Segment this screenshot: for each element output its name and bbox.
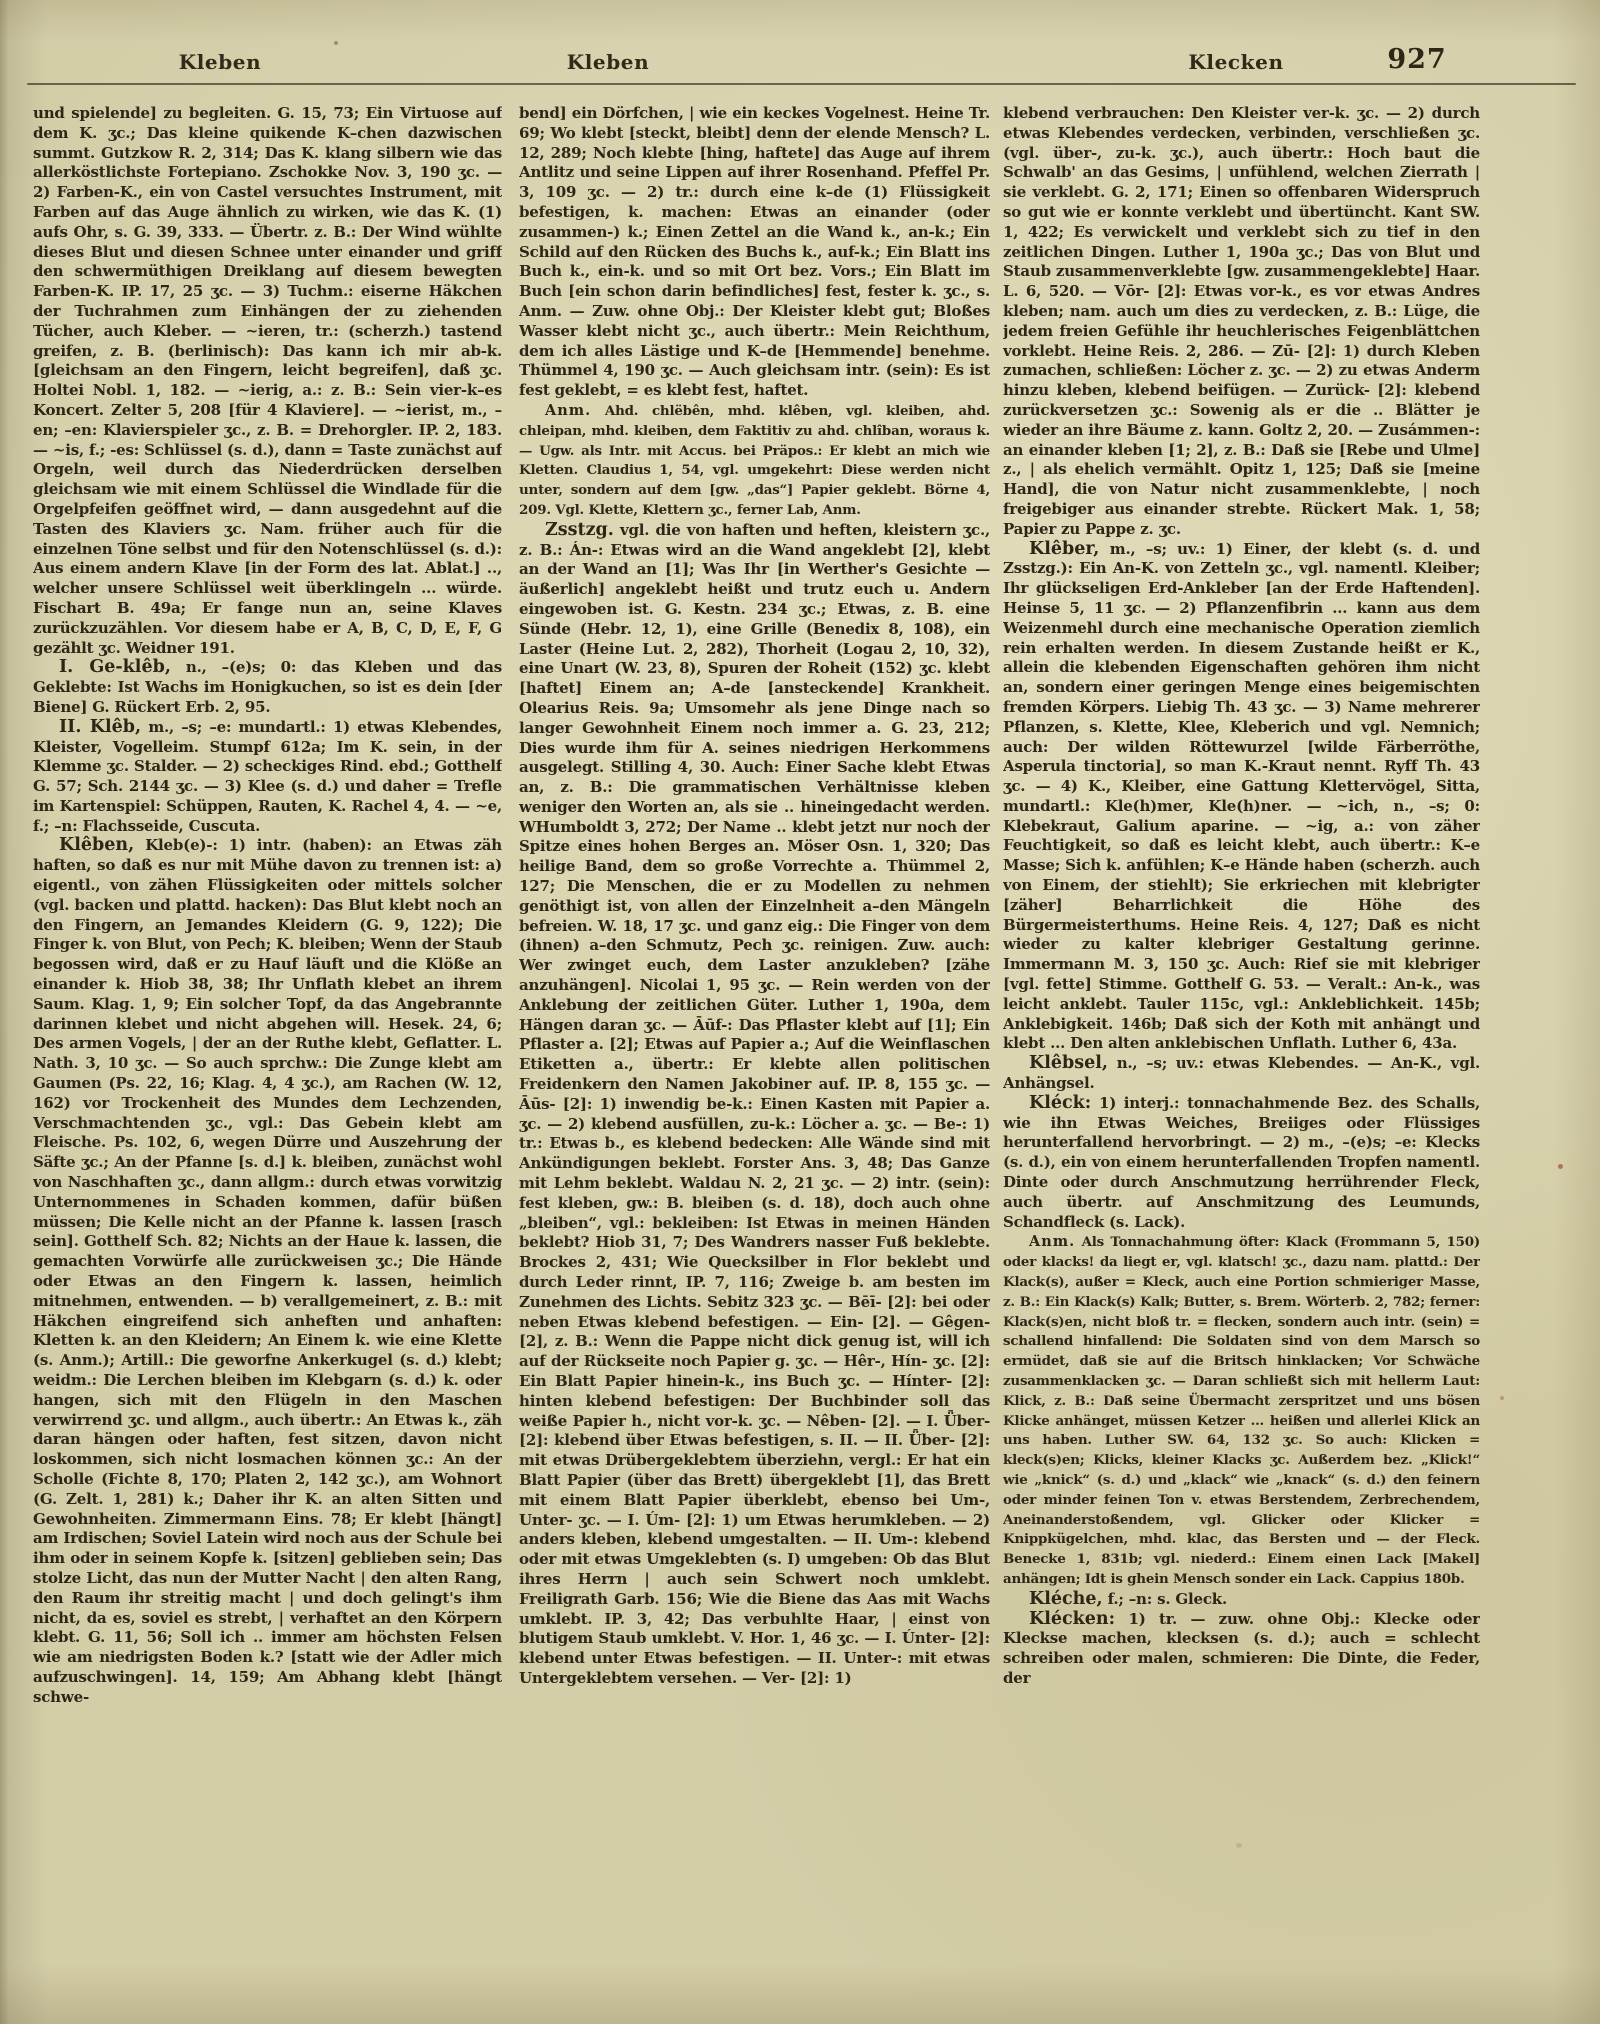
paragraph-text: vgl. die von haften und heften, kleistern ʒc., z. B.: Án-: Etwas wird an die Wand angeklebt [2], klebt an der Wand an [1]; Was Ihr [in Werther's Gesichte — äußerlich] angeklebt heißt und trutz euch u. Andern eingewoben ist. G. Kestn. 234 ʒc.; Etwas, z. B. eine Sünde (Hebr. 12, 1), eine Grille (Benedix 8, 108), ein Laster (Heine Lut. 2, 282), Thorheit (Logau 2, 10, 32), eine Unart (W. 23, 8), Spuren der Roheit (152) ʒc. klebt [haftet] Einem an; A–de [ansteckende] Krankheit. Olearius Reis. 9a; Umsomehr als jene Dinge nach so langer Gewohnheit Einem noch immer a. G. 23, 212; Dies wurde ihm für A. seines niedrigen Herkommens ausgelegt. Stilling 4, 30. Auch: Einer Sache klebt Etwas an, z. B.: Die grammatischen Verhältnisse kleben weniger den Worten an, als sie .. hineingedacht werden. WHumboldt 3, 272; Der Name .. klebt jetzt nur noch der Spitze eines hohen Berges an. Möser Osn. 1, 320; Das heilige Band, dem so große Vorrechte a. Thümmel 2, 127; Die Menschen, die er zu Modellen zu nehmen genöthigt ist, von allen der Einzelnheit a–den Mängeln befreien. W. 18, 17 ʒc. und ganz eig.: Die Finger von dem (ihnen) a–den Schmutz, Pech ʒc. reinigen. Zuw. auch: Wer zwinget euch, dem Laster anzukleben? [zähe anzuhängen]. Nicolai 1, 95 ʒc. — Rein werden von der Anklebung der zeitlichen Güter. Luther 1, 190a, dem Hängen daran ʒc. — Āūf-: Das Pflaster klebt auf [1]; Ein Pflaster a. [2]; Etwas auf Papier a.; Auf die Weinflaschen Etiketten a., übertr.: Er klebte allen politischen Freidenkern den Namen Jakobiner auf. IP. 8, 155 ʒc. — Āūs- [2]: 1) inwendig be-k.: Einen Kasten mit Papier a. ʒc. — 2) klebend ausfüllen, zu-k.: Löcher a. ʒc. — Be-: 1) tr.: Etwas b., es klebend bedecken: Alle Wände sind mit Ankündigungen beklebt. Forster Ans. 3, 48; Das Ganze mit Lehm beklebt. Waldau N. 2, 21 ʒc. — 2) intr. (sein): fest kleben, gw.: B. bleiben (s. d. 18), doch auch ohne „bleiben“, vgl.: bekleiben: Ist Etwas in meinen Händen beklebt? Hiob 31, 7; Des Wandrers nasser Fuß beklebte. Brockes 2, 431; Wie Quecksilber in Flor beklebt und durch Leder rinnt, IP. 7, 116; Zweige b. am besten im Zunehmen des Lichts. Sebitz 323 ʒc. — Bēī- [2]: bei oder neben Etwas klebend befestigen. — Ein- [2]. — Gêgen- [2], z. B.: Wenn die Pappe nicht dick genug ist, will ich auf der Rückseite noch Papier g. ʒc. — Hêr-, Hín- ʒc. [2]: Ein Blatt Papier hinein-k., ins Buch ʒc. — Hínter- [2]: hinten klebend befestigen: Der Buchbinder soll das weiße Papier h., nicht vor-k. ʒc. — Nêben- [2]. — I. Ǖber- [2]: klebend über Etwas befestigen, s. II. — II. Ǖber- [2]: mit etwas Drübergeklebtem überziehn, vergl.: Er hat ein Blatt Papier (über das Brett) übergeklebt [1], das Brett mit einem Blatt Papier überklebt, ebenso bei Um-, Unter- ʒc. — I. Úm- [2]: 1) um Etwas herumkleben. — 2) anders kleben, klebend umgestalten. — II. Um-: klebend oder mit etwas Umgeklebten (s. I) umgeben: Ob das Blut ihres Herrn | auch sein Schwert noch umklebt. Freiligrath Garb. 156; Wie die Biene das Aas mit Wachs umklebt. IP. 3, 42; Das verbuhlte Haar, | einst von blutigem Staub umklebt. V. Hor. 1, 46 ʒc. — I. Únter- [2]: klebend unter Etwas befestigen. — II. Unter-: mit etwas Untergeklebtem versehen. — Ver- [2]: 1) xyxy=(519,520,990,1687)
paragraph xyxy=(33,104,502,658)
entry-paragraph xyxy=(33,836,502,1707)
paper-speck xyxy=(1236,1843,1242,1848)
entry-paragraph xyxy=(1003,1094,1480,1233)
running-head-right: Klecken xyxy=(1188,50,1284,74)
paragraph-text: m., –s; –e: mundartl.: 1) etwas Klebendes, Kleister, Vogelleim. Stumpf 612a; Im K. sein, in der Klemme ʒc. Stalder. — 2) scheckiges Rind. ebd.; Gotthelf G. 57; Sch. 2144 ʒc. — 3) Klee (s. d.) und daher = Trefle im Kartenspiel: Schüppen, Rauten, K. Rachel 4, 4. — ~e, f.; –n: Flachsseide, Cuscuta. xyxy=(33,717,502,835)
headword: Kléck: xyxy=(1029,1092,1092,1113)
entry-paragraph xyxy=(1003,1232,1480,1589)
paper-speck xyxy=(334,41,338,45)
entry-paragraph xyxy=(519,401,990,521)
paragraph-text: 1) interj.: tonnachahmende Bez. des Schalls, wie ihn Etwas Weiches, Breiiges oder Flüssiges herunterfallend hervorbringt. — 2) m., –(e)s; –e: Klecks (s. d.), ein von einem herunterfallenden Tropfen namentl. Dinte oder durch Anschmutzung herrührender Fleck, auch übertr. auf Anschmitzung des Leumunds, Schandfleck (s. Lack). xyxy=(1003,1093,1480,1231)
paragraph-text: f.; –n: s. Gleck. xyxy=(1107,1589,1227,1608)
paragraph-text: m., –s; uv.: 1) Einer, der klebt (s. d. und Zsstzg.): Ein An-K. von Zetteln ʒc., vgl. namentl. Kleiber; Ihr glückseligen Erd-Ankleber [an der Erde Haftenden]. Heinse 5, 11 ʒc. — 2) Pflanzenfibrin ... kann aus dem Weizenmehl durch eine mechanische Operation ziemlich rein erhalten werden. In diesem Zustande heißt er K., allein die klebenden Eigenschaften gehören ihm nicht an, sondern einer geringen Menge eines beigemischten fremden Körpers. Liebig Th. 43 ʒc. — 3) Name mehrerer Pflanzen, s. Klette, Klee, Kleberich und vgl. Nemnich; auch: Der wilden Röttewurzel [wilde Färberröthe, Asperula tinctoria], so man K.-Kraut nennt. Ryff Th. 43 ʒc. — 4) K., Kleiber, eine Gattung Klettervögel, Sitta, mundartl.: Kle(h)mer, Kle(h)ner. — ~ich, n., –s; 0: Klebekraut, Galium aparine. — ~ig, a.: von zäher Feuchtigkeit, so daß es leicht klebt, auch übertr.: K–e Masse; Sich k. anfühlen; K–e Hände haben (scherzh. auch von Einem, der stiehlt); Sie erkriechen mit klebrigter [zäher] Beharrlichkeit die Höhe des Bürgermeisterthums. Heine Reis. 4, 127; Daß es nicht wieder zu kalter klebriger Gestaltung gerinne. Immermann M. 3, 150 ʒc. Auch: Rief sie mit klebriger [vgl. fette] Stimme. Gotthelf G. 53. — Veralt.: An-k., was leicht anklebt. Tauler 115c, vgl.: Ankleblichkeit. 145b; Anklebigkeit. 146b; Daß sich der Koth mit anhängt und klebt ... Den alten anklebischen Unflath. Luther 6, 43a. xyxy=(1003,539,1480,1053)
paragraph-text: und spielende] zu begleiten. G. 15, 73; Ein Virtuose auf dem K. ʒc.; Das kleine quikende K–chen dazwischen summt. Gutzkow R. 2, 314; Das K. klang silbern wie das allerköstlichste Fortepiano. Zschokke Nov. 3, 190 ʒc. — 2) Farben-K., ein von Castel versuchtes Instrument, mit Farben auf das Auge ähnlich zu wirken, wie das K. (1) aufs Ohr, s. G. 39, 333. — Übertr. z. B.: Der Wind wühlte dieses Blut und diesen Schnee unter einander und griff den schwermüthigen Dreiklang auf diesem bewegten Farben-K. IP. 17, 25 ʒc. — 3) Tuchm.: eiserne Häkchen der Tuchrahmen zum Einhängen der zu ziehenden Tücher, auch Kleber. — ~ieren, tr.: (scherzh.) tastend greifen, z. B. (berlinisch): Das kann ich mir ab-k. [gleichsam an den Fingern, leicht begreifen], daß ʒc. Holtei Nobl. 1, 182. — ~ierig, a.: z. B.: Sein vier-k–es Koncert. Zelter 5, 208 [für 4 Klaviere]. — ~ierist, m., –en; –en: Klavierspieler ʒc., z. B. = Drehorgler. IP. 2, 183. — ~is, f.; -es: Schlüssel (s. d.), dann = Taste zunächst auf Orgeln, weil durch das Niederdrücken derselben gleichsam wie mit einem Schlüssel die Windlade für die Orgelpfeifen geöffnet wird, — dann ausgedehnt auf die Tasten des Klaviers ʒc. Nam. früher auch für die einzelnen Töne selbst und für den Notenschlüssel (s. d.): Aus einem andern Klave [in der Form des lat. Ablat.] .., welcher unsere Schlüssel weit überklingeln ... würde. Fischart B. 49a; Er fange nun an, seine Klaves zurückzuzählen. Vor diesem habe er A, B, C, D, E, F, G gezählt ʒc. Weidner 191. xyxy=(33,104,502,657)
paragraph-text: klebend verbrauchen: Den Kleister ver-k. ʒc. — 2) durch etwas Klebendes verdecken, verbinden, verschließen ʒc. (vgl. über-, zu-k. ʒc.), auch übertr.: Hoch baut die Schwalb' an das Gesims, | unfühlend, welchen Zierrath | sie verklebt. G. 2, 171; Einen so offenbaren Widerspruch so gut wie er konnte verklebt und übertüncht. Kant SW. 1, 422; Es verwickelt und verklebt sich zu tief in den zeitlichen Dingen. Luther 1, 190a ʒc.; Das von Blut und Staub zusammenverklebte [gw. zusammengeklebte] Haar. L. 6, 520. — Vōr- [2]: Etwas vor-k., es vor etwas Andres kleben; nam. auch um dies zu verdecken, z. B.: Lüge, die jedem freien Gefühle ihr heuchlerisches Feigenblättchen vorklebt. Heine Reis. 2, 286. — Zū- [2]: 1) durch Kleben zumachen, schließen: Löcher z. ʒc. — 2) zu etwas Anderm hinzu kleben, klebend beifügen. — Zurück- [2]: klebend zurückversetzen ʒc.: Sowenig als er die .. Blätter je wieder an ihre Bäume z. kann. Goltz 2, 20. — Zusámmen-: an einander kleben [1; 2], z. B.: Daß sie [Rebe und Ulme] z., | als ehelich vermählt. Opitz 1, 125; Daß sie [meine Hand], die von Natur nicht zusammenklebte, | noch freigebiger aus einander strebte. Rückert Mak. 1, 58; Papier zu Pappe z. ʒc. xyxy=(1003,104,1480,538)
paragraph-text: Ahd. chlëbên, mhd. klêben, vgl. kleiben, ahd. chleipan, mhd. kleiben, dem Faktitiv zu ahd. chlîban, woraus k. — Ugw. als Intr. mit Accus. bei Präpos.: Er klebt an mich wie Kletten. Claudius 1, 54, vgl. umgekehrt: Diese werden nicht unter, sondern auf dem [gw. „das“] Papier geklebt. Börne 4, 209. Vgl. Klette, Klettern ʒc., ferner Lab, Anm. xyxy=(519,402,990,518)
running-head-left: Kleben xyxy=(178,50,262,74)
entry-paragraph xyxy=(1003,540,1480,1055)
paragraph-text: Kleb(e)-: 1) intr. (haben): an Etwas zäh haften, so daß es nur mit Mühe davon zu trennen ist: a) eigentl., von zähen Flüssigkeiten oder mittels solcher (vgl. backen und plattd. hacken): Das Blut klebt noch an den Fingern, an Jemandes Kleidern (G. 9, 122); Die Finger k. von Blut, von Pech; K. bleiben; Wenn der Staub begossen wird, daß er zu Hauf läuft und die Klöße an einander k. Hiob 38, 38; Ihr Unflath klebet an ihrem Saum. Klag. 1, 9; Ein solcher Topf, da das Angebrannte darinnen klebet und nicht abgehen will. Hesek. 24, 6; Des armen Vogels, | der an der Ruthe klebt, Geflatter. L. Nath. 3, 10 ʒc. — So auch sprchw.: Die Zunge klebt am Gaumen (Ps. 22, 16; Klag. 4, 4 ʒc.), am Rachen (W. 12, 162) vor Trockenheit des Mundes dem Lechzenden, Verschmachtenden ʒc., vgl.: Das Gebein klebt am Fleische. Ps. 102, 6, wegen Dürre und Auszehrung der Säfte ʒc.; An der Pfanne [s. d.] k. bleiben, zunächst wohl von Naschhaften ʒc., dann allgm.: durch etwas vorwitzig Unternommenes in Schaden kommen, dafür büßen müssen; Die Kelle nicht an der Pfanne k. lassen [rasch sein]. Gotthelf Sch. 82; Nichts an der Haue k. lassen, die gemachten Vorwürfe alle zurückweisen ʒc.; Die Hände oder Etwas an den Fingern k. lassen, heimlich mitnehmen, entwenden. — b) verallgemeinert, z. B.: mit Häkchen eingreifend sich anheften und anhaften: Kletten k. an den Kleidern; An Einem k. wie eine Klette (s. Anm.); Artill.: Die geworfne Ankerkugel (s. d.) klebt; weidm.: Die Lerchen bleiben im Klebgarn (s. d.) k. oder hangen, sich mit den Flügeln in den Maschen verwirrend ʒc. und allgm., auch übertr.: An Etwas k., zäh daran hängen oder haften, fest sitzen, davon nicht loskommen, sich nicht losmachen können ʒc.: An der Scholle (Fichte 8, 170; Platen 2, 142 ʒc.), am Wohnort (G. Zelt. 1, 281) k.; Daher ihr K. an alten Sitten und Gewohnheiten. Zimmermann Eins. 78; Er klebt [hängt] am Irdischen; Soviel Latein wird noch aus der Schule bei ihm oder in seinem Kopfe k. [sitzen] geblieben sein; Das stolze Licht, das nun der Mutter Nacht | den alten Rang, den Raum ihr streitig macht | und doch gelingt's ihm nicht, da es, soviel es strebt, | verhaftet an den Körpern klebt. G. 11, 56; Soll ich .. immer am höchsten Felsen wie am niedrigsten Boden k.? [statt wie der Adler mich aufzuschwingen]. 14, 159; Am Abhang klebt [hängt schwe- xyxy=(33,836,502,1706)
headword: Zsstzg. xyxy=(545,519,614,540)
entry-paragraph xyxy=(33,718,502,837)
entry-paragraph xyxy=(519,521,990,1689)
text-column-left xyxy=(33,104,502,1892)
entry-paragraph xyxy=(1003,1054,1480,1094)
paragraph-text: n., –(e)s; 0: das Kleben und das Geklebte: Ist Wachs im Honigkuchen, so ist es dein [der Biene] G. Rückert Erb. 2, 95. xyxy=(33,658,502,716)
headword: Anm. xyxy=(545,401,592,419)
headword: Klêber, xyxy=(1029,538,1100,559)
headword: II. Klêb, xyxy=(59,716,142,737)
headword: Klêben, xyxy=(59,835,135,856)
paper-speck xyxy=(1500,1396,1504,1400)
entry-paragraph xyxy=(33,658,502,717)
entry-paragraph xyxy=(1003,1610,1480,1689)
running-head-center: Kleben xyxy=(566,50,650,74)
paragraph xyxy=(1003,104,1480,540)
paper-speck xyxy=(1558,1164,1563,1169)
text-column-center xyxy=(519,104,990,1892)
headword: Anm. xyxy=(1029,1233,1076,1251)
headword: Klécken: xyxy=(1029,1608,1116,1629)
entry-paragraph xyxy=(1003,1590,1480,1610)
page-number: 927 xyxy=(1387,44,1447,75)
paragraph xyxy=(519,104,990,401)
headword: I. Ge-klêb, xyxy=(59,657,171,678)
paragraph-text: bend] ein Dörfchen, | wie ein keckes Vogelnest. Heine Tr. 69; Wo klebt [steckt, bleibt] denn der elende Mensch? L. 12, 289; Noch klebte [hing, haftete] das Auge auf ihrem Antlitz und seine Lippen auf ihrer Rosenhand. Pfeffel Pr. 3, 109 ʒc. — 2) tr.: durch eine k–de (1) Flüssigkeit befestigen, k. machen: Etwas an einander (oder zusammen-) k.; Einen Zettel an die Wand k., an-k.; Ein Schild auf den Rücken des Buchs k., auf-k.; Ein Blatt ins Buch k., ein-k. und so mit Ort bez. Vors.; Ein Blatt im Buch [ein schon darin befindliches] fest, fester k. ʒc., s. Anm. — Zuw. ohne Obj.: Der Kleister klebt gut; Bloßes Wasser klebt nicht ʒc., auch übertr.: Mein Reichthum, dem ich alles Lästige und K–de [Hemmende] benehme. Thümmel 4, 190 ʒc. — Auch gleichsam intr. (sein): Es ist fest geklebt, = es klebt fest, haftet. xyxy=(519,104,990,400)
paragraph-text: n., –s; uv.: etwas Klebendes. — An-K., vgl. Anhängsel. xyxy=(1003,1054,1480,1093)
text-column-right xyxy=(1003,104,1480,1892)
header-rule xyxy=(27,83,1576,85)
paragraph-text: Als Tonnachahmung öfter: Klack (Frommann 5, 150) oder klacks! da liegt er, vgl. klatsch! ʒc., dazu nam. plattd.: Der Klack(s), außer = Kleck, auch eine Portion schmieriger Masse, z. B.: Ein Klack(s) Kalk; Butter, s. Brem. Wörterb. 2, 782; ferner: Klack(s)en, nicht bloß tr. = flecken, sondern auch intr. (sein) = schallend hinfallend: Die Soldaten sind von dem Marsch so ermüdet, daß sie auf die Britsch hinklacken; Vor Schwäche zusammenklacken ʒc. — Daran schließt sich mit hellerm Laut: Klick, z. B.: Daß seine Übermacht zerspritzet und uns bösen Klicke anhänget, müssen Ketzer ... heißen und allerlei Klick an uns haben. Luther SW. 64, 132 ʒc. So auch: Klicken = kleck(s)en; Klicks, kleiner Klacks ʒc. Außerdem bez. „Klick!“ wie „knick“ (s. d.) und „klack“ wie „knack“ (s. d.) den feinern oder minder feinen Ton v. etwas Berstendem, Zerbrechendem, Aneinanderstoßendem, vgl. Glicker oder Klicker = Knippkügelchen, mhd. klac, das Bersten und — der Fleck. Benecke 1, 831b; vgl. niederd.: Einem einen Lack [Makel] anhängen; Idt is ghein Mensch sonder ein Lack. Cappius 180b. xyxy=(1003,1234,1480,1587)
headword: Klêbsel, xyxy=(1029,1053,1108,1074)
paragraph-text: 1) tr. — zuw. ohne Obj.: Klecke oder Kleckse machen, klecksen (s. d.); auch = schlecht schreiben oder malen, schmieren: Die Dinte, die Feder, der xyxy=(1003,1609,1480,1687)
headword: Kléche, xyxy=(1029,1588,1103,1609)
